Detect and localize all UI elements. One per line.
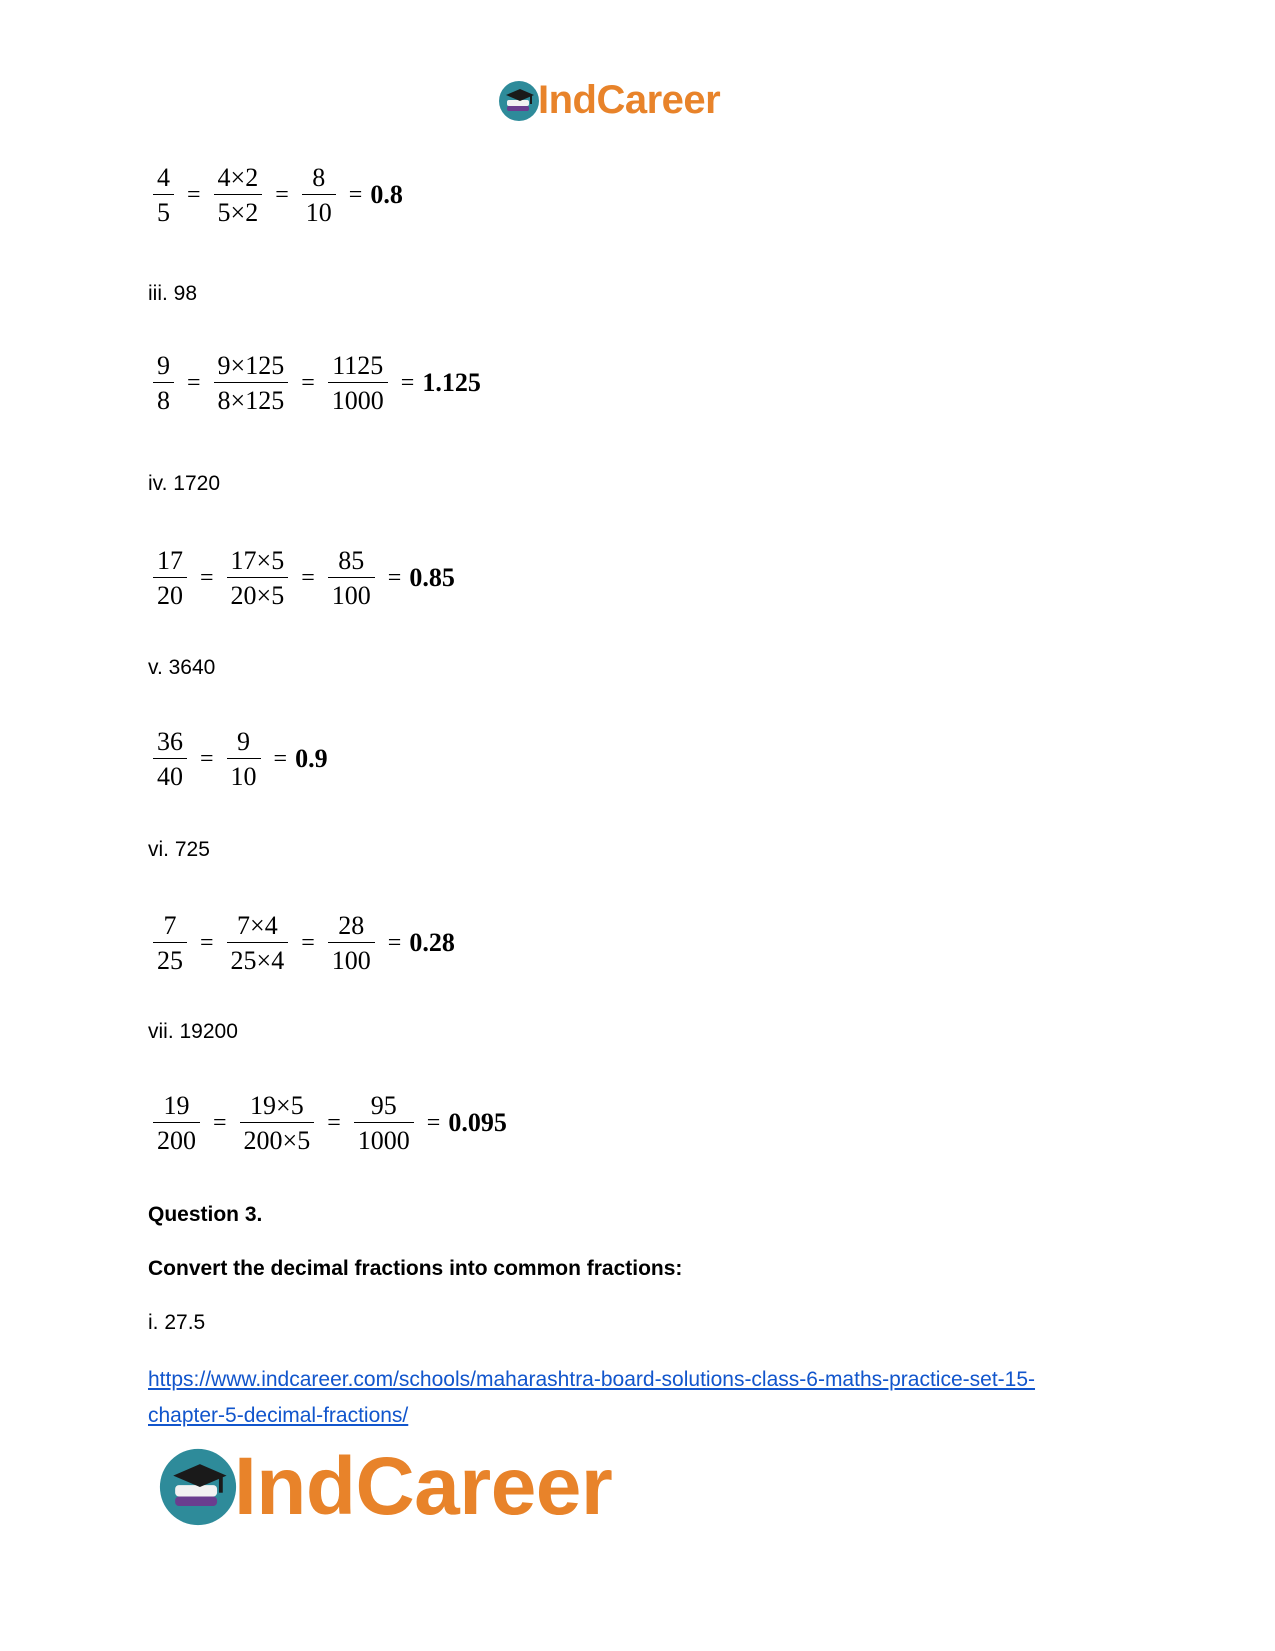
numerator: 28 <box>338 911 365 940</box>
numerator: 9 <box>157 351 170 380</box>
numerator: 8 <box>312 163 326 192</box>
fraction <box>148 1090 205 1156</box>
decimal-result: 0.8 <box>370 180 403 210</box>
item-label: i. 27.5 <box>148 1311 206 1334</box>
equation-line <box>148 1090 507 1156</box>
decimal-result: 0.9 <box>295 744 328 774</box>
denominator: 100 <box>328 942 375 976</box>
equals-sign: = <box>200 929 214 956</box>
equals-sign: = <box>387 564 402 591</box>
item-label: vi. 725 <box>148 838 210 861</box>
fraction <box>148 726 192 792</box>
fraction <box>349 1090 419 1156</box>
item-label: iii. 98 <box>148 282 198 305</box>
item-label: v. 3640 <box>148 656 216 679</box>
denominator: 5 <box>153 194 174 228</box>
decimal-result: 0.28 <box>409 928 455 958</box>
equals-sign: = <box>301 564 315 591</box>
equals-sign: = <box>301 929 315 956</box>
item-label: iv. 1720 <box>148 472 220 495</box>
numerator: 17 <box>157 546 183 575</box>
fraction <box>297 162 341 228</box>
fraction <box>148 910 192 976</box>
footer-logo <box>158 1440 612 1534</box>
equation-line <box>148 545 455 611</box>
equals-sign: = <box>348 181 363 208</box>
equals-sign: = <box>200 745 214 772</box>
numerator: 9 <box>237 727 251 756</box>
denominator: 8×125 <box>214 382 289 416</box>
numerator: 85 <box>338 546 365 575</box>
denominator: 40 <box>153 758 187 792</box>
decimal-result: 0.85 <box>409 563 455 593</box>
equals-sign: = <box>273 745 288 772</box>
decimal-result: 1.125 <box>422 368 481 398</box>
equation-line <box>148 910 455 976</box>
denominator: 1000 <box>354 1122 414 1156</box>
fraction <box>222 545 294 611</box>
denominator: 20×5 <box>227 577 289 611</box>
numerator: 19×5 <box>250 1091 304 1120</box>
fraction <box>323 545 380 611</box>
item-label: vii. 19200 <box>148 1020 238 1043</box>
equals-sign: = <box>387 929 402 956</box>
fraction <box>148 545 192 611</box>
equation-line <box>148 726 328 792</box>
fraction <box>323 350 393 416</box>
fraction <box>235 1090 320 1156</box>
equals-sign: = <box>187 369 201 396</box>
equals-sign: = <box>213 1109 227 1136</box>
question-prompt: Convert the decimal fractions into common fractions: <box>148 1257 683 1280</box>
fraction <box>148 350 179 416</box>
denominator: 25 <box>153 942 187 976</box>
numerator: 1125 <box>332 351 384 380</box>
graduation-book-icon <box>498 80 540 122</box>
brand-name: IndCareer <box>538 78 721 122</box>
footer-brand-name: IndCareer <box>234 1441 613 1532</box>
fraction <box>222 910 294 976</box>
equals-sign: = <box>187 181 201 208</box>
fraction <box>222 726 266 792</box>
graduation-book-icon <box>158 1447 238 1527</box>
numerator: 7×4 <box>237 911 278 940</box>
numerator: 9×125 <box>217 351 285 380</box>
denominator: 8 <box>153 382 174 416</box>
denominator: 1000 <box>328 382 388 416</box>
denominator: 10 <box>302 194 336 228</box>
denominator: 25×4 <box>227 942 289 976</box>
source-link[interactable] <box>148 1362 1158 1434</box>
denominator: 10 <box>227 758 261 792</box>
equals-sign: = <box>426 1109 441 1136</box>
equals-sign: = <box>301 369 315 396</box>
denominator: 100 <box>328 577 375 611</box>
equation-line <box>148 162 403 228</box>
fraction <box>209 350 294 416</box>
fraction <box>323 910 380 976</box>
source-link-line1[interactable]: https://www.indcareer.com/schools/maharashtra-board-solutions-class-6-maths-practice-set-15- <box>148 1368 1036 1391</box>
denominator: 20 <box>153 577 187 611</box>
equals-sign: = <box>327 1109 341 1136</box>
denominator: 200 <box>153 1122 200 1156</box>
question-title: Question 3. <box>148 1203 263 1226</box>
numerator: 19 <box>163 1091 190 1120</box>
source-link-line2[interactable]: chapter-5-decimal-fractions/ <box>148 1404 409 1427</box>
header-logo <box>498 78 720 123</box>
fraction <box>148 162 179 228</box>
numerator: 4 <box>157 163 170 192</box>
denominator: 200×5 <box>240 1122 315 1156</box>
fraction <box>209 162 268 228</box>
numerator: 95 <box>370 1091 397 1120</box>
equals-sign: = <box>200 564 214 591</box>
numerator: 36 <box>157 727 183 756</box>
equals-sign: = <box>400 369 415 396</box>
denominator: 5×2 <box>214 194 263 228</box>
numerator: 4×2 <box>217 163 259 192</box>
equation-line <box>148 350 481 416</box>
numerator: 17×5 <box>230 546 285 575</box>
equals-sign: = <box>275 181 289 208</box>
numerator: 7 <box>163 911 177 940</box>
decimal-result: 0.095 <box>448 1108 507 1138</box>
